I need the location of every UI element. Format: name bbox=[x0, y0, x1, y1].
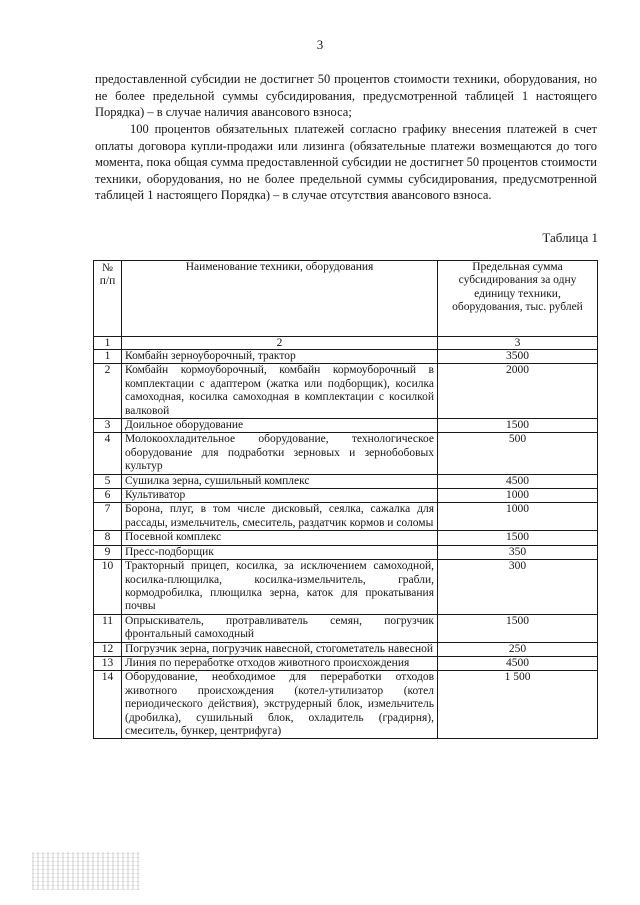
row-sum: 4500 bbox=[438, 656, 598, 670]
row-name: Молокоохладительное оборудование, технологическое оборудование для подработки зерновых и зернобобовых культур bbox=[122, 433, 438, 474]
table-row bbox=[94, 350, 598, 364]
table-row bbox=[94, 642, 598, 656]
header-sum: Предельная сумма субсидирования за одну единицу техники, оборудования, тыс. рублей bbox=[438, 261, 598, 337]
row-name: Комбайн зерноуборочный, трактор bbox=[122, 350, 438, 364]
row-number: 14 bbox=[94, 671, 122, 739]
row-sum: 1500 bbox=[438, 419, 598, 433]
row-number: 11 bbox=[94, 614, 122, 642]
header-num: № п/п bbox=[94, 261, 122, 337]
table-row bbox=[94, 656, 598, 670]
row-sum: 4500 bbox=[438, 474, 598, 488]
table-row bbox=[94, 433, 598, 474]
table-row bbox=[94, 614, 598, 642]
row-name: Опрыскиватель, протравливатель семян, погрузчик фронтальный самоходный bbox=[122, 614, 438, 642]
row-number: 6 bbox=[94, 489, 122, 503]
row-sum: 1500 bbox=[438, 531, 598, 545]
table-row bbox=[94, 545, 598, 559]
row-name: Доильное оборудование bbox=[122, 419, 438, 433]
row-sum: 2000 bbox=[438, 364, 598, 419]
table-header-row bbox=[94, 261, 598, 337]
table-row bbox=[94, 364, 598, 419]
table-row bbox=[94, 474, 598, 488]
registration-stamp bbox=[32, 852, 140, 890]
table-row bbox=[94, 489, 598, 503]
table-row bbox=[94, 560, 598, 615]
paragraph-2: 100 процентов обязательных платежей согласно графику внесения платежей в счет оплаты договора купли-продажи или лизинга (обязательные платежи возмещаются до того момента, пока общая сумма предоставленной субсидии не достигнет 50 процентов стоимости техники, оборудования, но не более предельной суммы субсидирования, предусмотренной таблицей 1 настоящего Порядка) – в случае отсутствия авансового взноса. bbox=[95, 122, 597, 202]
row-number: 5 bbox=[94, 474, 122, 488]
row-sum: 3500 bbox=[438, 350, 598, 364]
row-name: Тракторный прицеп, косилка, за исключением самоходной, косилка-плющилка, косилка-измельчитель, грабли, кормодробилка, плющилка зерна, каток для прокатывания почвы bbox=[122, 560, 438, 615]
row-name: Линия по переработке отходов животного происхождения bbox=[122, 656, 438, 670]
row-number: 9 bbox=[94, 545, 122, 559]
row-number: 2 bbox=[94, 364, 122, 419]
row-sum: 1 500 bbox=[438, 671, 598, 739]
table-caption: Таблица 1 bbox=[542, 230, 598, 245]
row-number: 8 bbox=[94, 531, 122, 545]
row-name: Сушилка зерна, сушильный комплекс bbox=[122, 474, 438, 488]
row-sum: 300 bbox=[438, 560, 598, 615]
paragraph-1: предоставленной субсидии не достигнет 50 процентов стоимости техники, оборудования, но не более предельной суммы субсидирования, предусмотренной таблицей 1 настоящего Порядка) – в случае наличия авансового взноса; bbox=[95, 72, 597, 119]
table-row bbox=[94, 671, 598, 739]
row-number: 3 bbox=[94, 419, 122, 433]
table-row bbox=[94, 531, 598, 545]
row-number: 10 bbox=[94, 560, 122, 615]
row-name: Культиватор bbox=[122, 489, 438, 503]
row-number: 13 bbox=[94, 656, 122, 670]
row-sum: 1500 bbox=[438, 614, 598, 642]
table-row bbox=[94, 419, 598, 433]
row-sum: 1000 bbox=[438, 489, 598, 503]
column-index: 3 bbox=[438, 337, 598, 350]
table-row bbox=[94, 503, 598, 531]
row-name: Комбайн кормоуборочный, комбайн кормоуборочный в комплектации с адаптером (жатка или подборщик), косилка самоходная, косилка самоходная в комплектации с косилкой валковой bbox=[122, 364, 438, 419]
row-number: 1 bbox=[94, 350, 122, 364]
page-number: 3 bbox=[316, 37, 324, 52]
row-name: Погрузчик зерна, погрузчик навесной, стогометатель навесной bbox=[122, 642, 438, 656]
row-sum: 1000 bbox=[438, 503, 598, 531]
row-sum: 500 bbox=[438, 433, 598, 474]
row-number: 12 bbox=[94, 642, 122, 656]
header-name: Наименование техники, оборудования bbox=[122, 261, 438, 337]
row-sum: 350 bbox=[438, 545, 598, 559]
row-name: Борона, плуг, в том числе дисковый, сеялка, сажалка для рассады, измельчитель, смеситель, раздатчик кормов и соломы bbox=[122, 503, 438, 531]
column-index: 2 bbox=[122, 337, 438, 350]
column-index: 1 bbox=[94, 337, 122, 350]
row-name: Оборудование, необходимое для переработки отходов животного происхождения (котел-утилизатор (котел периодического действия), экструдерный блок, измельчитель (дробилка), сушильный блок, охладитель (градирня), смеситель, бункер, центрифуга) bbox=[122, 671, 438, 739]
row-sum: 250 bbox=[438, 642, 598, 656]
row-name: Посевной комплекс bbox=[122, 531, 438, 545]
column-index-row bbox=[94, 337, 598, 350]
row-number: 4 bbox=[94, 433, 122, 474]
subsidy-table bbox=[93, 260, 598, 739]
row-name: Пресс-подборщик bbox=[122, 545, 438, 559]
row-number: 7 bbox=[94, 503, 122, 531]
